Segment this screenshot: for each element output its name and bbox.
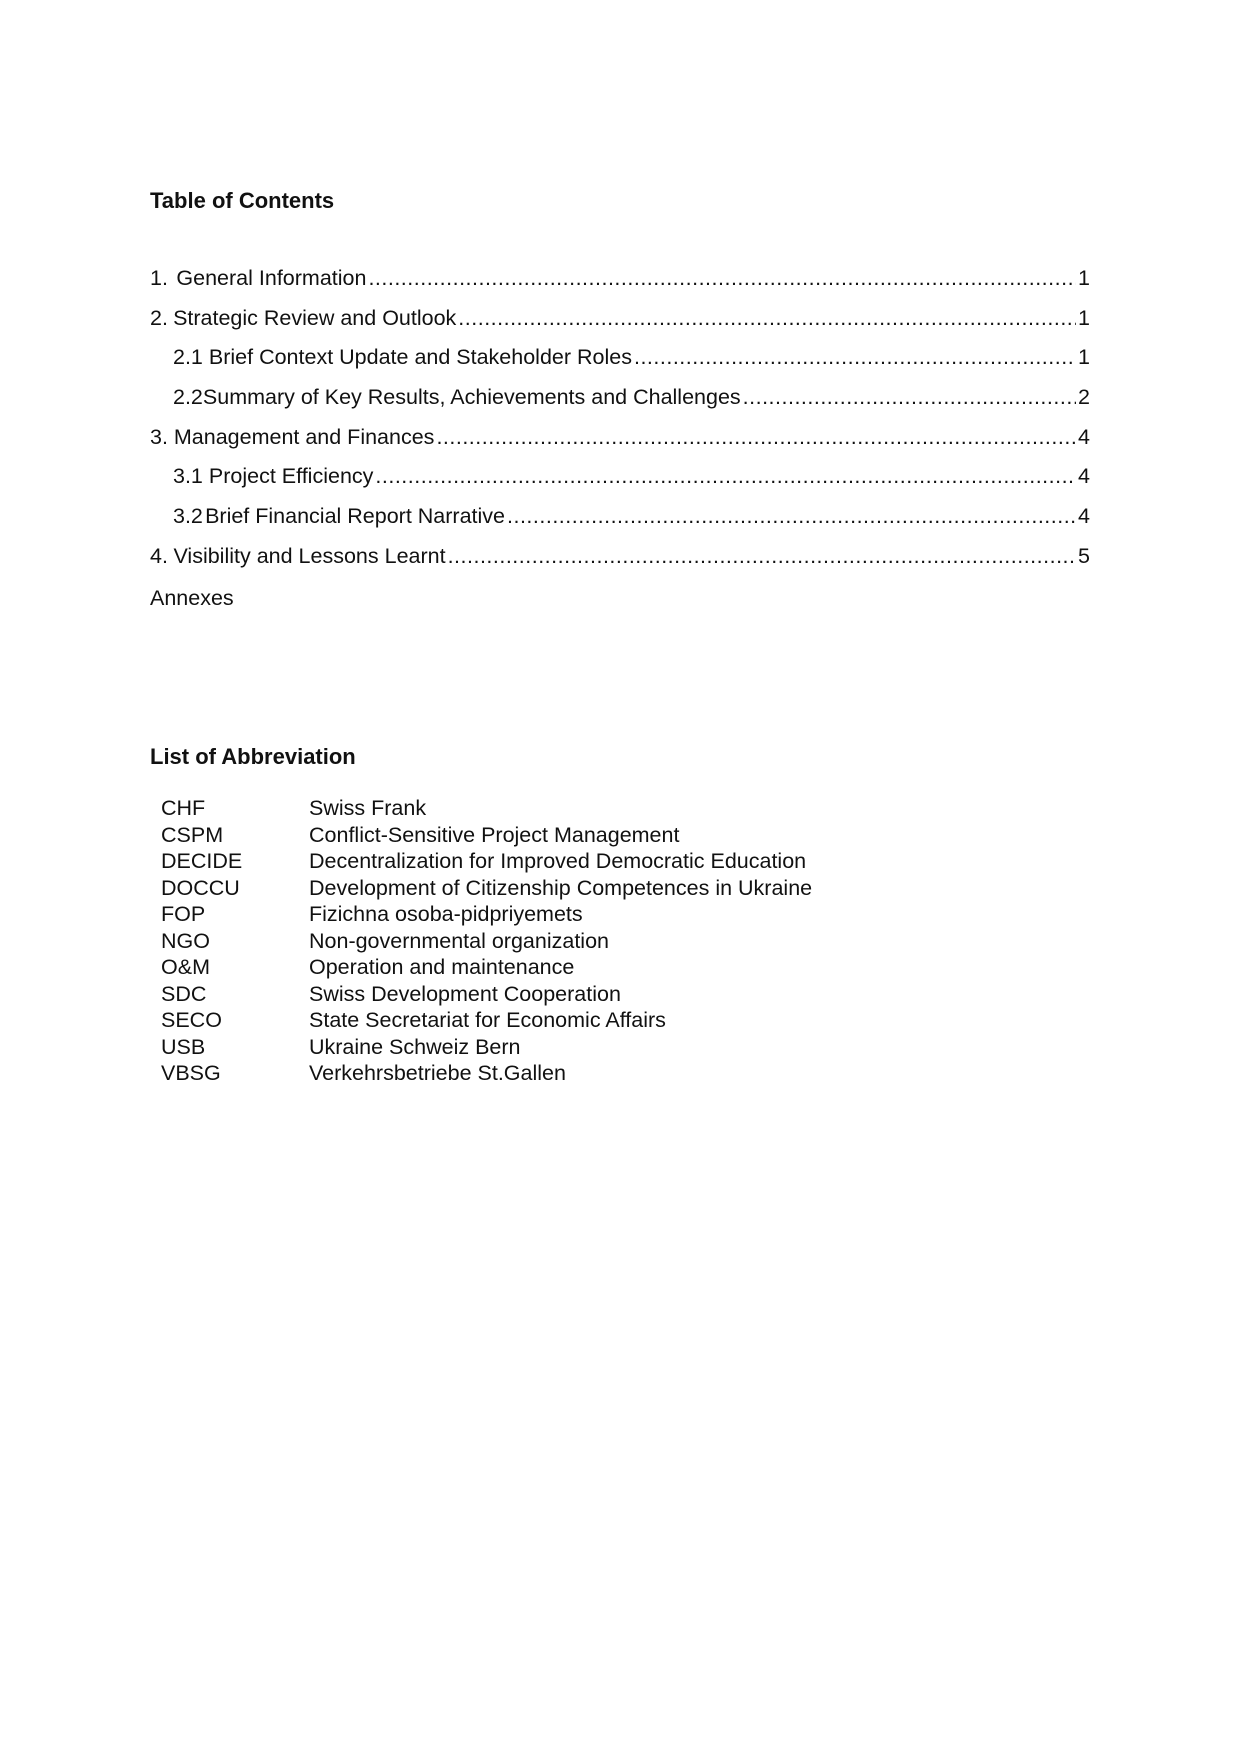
toc-entry-number: 1. [150,266,168,290]
toc-entry[interactable] [150,305,1090,345]
abbreviation-term: CHF [161,796,206,820]
abbreviation-term: NGO [161,928,210,953]
abbreviation-row [161,1034,961,1061]
toc-entry-number: 3.2 [173,504,203,529]
toc-entry-title: Strategic Review and Outlook [173,305,457,330]
abbreviation-row [161,1007,961,1034]
abbreviation-row [161,1060,961,1087]
abbreviation-definition: Decentralization for Improved Democratic Education [309,849,807,873]
toc-entry-page: 4 [1078,424,1090,449]
abbreviation-term: DECIDE [161,849,243,873]
toc-entry[interactable] [150,503,1090,543]
toc-entry[interactable] [150,384,1090,424]
toc-entry[interactable] [150,265,1090,305]
abbreviation-definition: State Secretariat for Economic Affairs [309,1008,666,1032]
toc-dot-leader [634,344,1076,370]
abbreviation-term: CSPM [161,822,224,847]
abbreviation-definition: Conflict-Sensitive Project Management [309,822,680,847]
toc-dot-leader [436,424,1076,450]
toc-dot-leader [507,503,1076,529]
abbreviation-row [161,848,961,875]
toc-dot-leader [375,463,1076,489]
abbreviation-row [161,901,961,928]
abbreviation-row [161,954,961,981]
toc-entry-page: 4 [1078,464,1090,489]
toc-annexes[interactable]: Annexes [150,586,234,610]
abbreviation-term: SECO [161,1008,222,1032]
toc-entry-number: 3. [150,424,168,449]
toc-dot-leader [448,543,1076,569]
toc-entry-number: 4. [150,543,168,568]
toc-entry-number: 2.1 [173,345,203,370]
abbreviation-definition: Ukraine Schweiz Bern [309,1034,521,1059]
abbreviation-row [161,981,961,1008]
toc-entry-page: 1 [1078,305,1090,330]
toc-entry-title: Project Efficiency [208,464,374,489]
table-of-contents [150,265,1090,583]
toc-entry-title: Management and Finances [173,424,435,449]
toc-entry-page: 1 [1078,345,1090,370]
abbreviation-definition: Non-governmental organization [309,928,609,953]
toc-entry-number: 2. [150,305,168,330]
abbreviation-row [161,822,961,849]
abbreviation-row [161,928,961,955]
abbreviation-definition: Operation and maintenance [309,955,575,979]
toc-dot-leader [368,265,1076,291]
abbreviation-term: SDC [161,981,207,1006]
toc-entry-page: 4 [1078,504,1090,529]
abbreviation-definition: Fizichna osoba-pidpriyemets [309,902,583,926]
toc-entry-page: 1 [1078,266,1090,290]
abbreviation-term: USB [161,1034,206,1059]
toc-entry-page: 5 [1078,543,1090,568]
toc-entry-page: 2 [1078,385,1090,410]
toc-entry-number: 3.1 [173,464,203,489]
abbreviation-row [161,795,961,822]
abbreviations-list [161,795,961,1087]
abbreviation-row [161,875,961,902]
toc-entry-title: Visibility and Lessons Learnt [173,543,446,568]
toc-entry[interactable] [150,424,1090,464]
abbreviation-definition: Development of Citizenship Competences in Ukraine [309,875,813,900]
toc-dot-leader [743,384,1076,410]
toc-dot-leader [458,305,1076,331]
abbreviation-term: FOP [161,902,206,926]
abbreviation-term: DOCCU [161,875,240,900]
toc-entry[interactable] [150,463,1090,503]
toc-heading: Table of Contents [150,188,335,213]
toc-entry-title: Brief Financial Report Narrative [205,504,505,529]
toc-entry-title: Brief Context Update and Stakeholder Roles [208,345,632,370]
abbreviation-definition: Swiss Development Cooperation [309,981,621,1006]
abbreviation-term: O&M [161,955,210,979]
toc-entry-title: Summary of Key Results, Achievements and Challenges [202,385,741,410]
toc-entry-number: 2.2 [173,385,203,410]
abbreviation-definition: Verkehrsbetriebe St.Gallen [309,1061,566,1085]
abbreviation-term: VBSG [161,1061,221,1085]
toc-entry[interactable] [150,543,1090,583]
abbreviations-heading: List of Abbreviation [150,744,356,769]
toc-entry-title: General Information [176,266,367,290]
toc-entry[interactable] [150,344,1090,384]
abbreviation-definition: Swiss Frank [309,796,427,820]
